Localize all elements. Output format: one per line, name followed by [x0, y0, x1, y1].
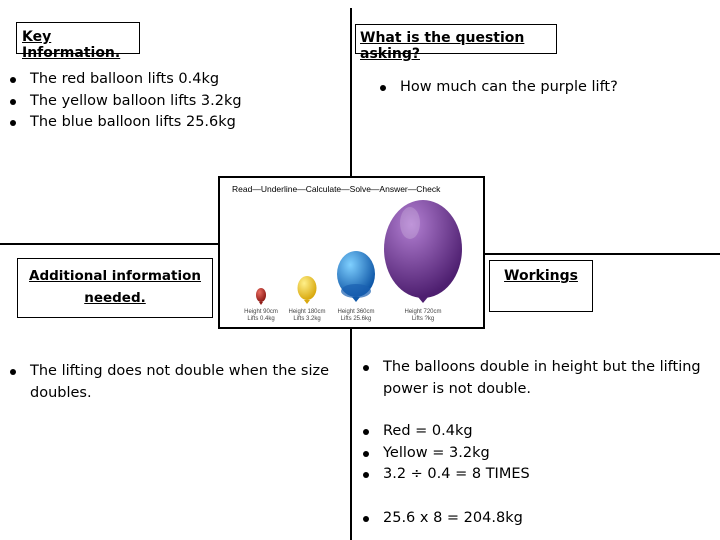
balloon-caption [401, 309, 445, 323]
list-item: The balloons double in height but the lifting power is not double. [357, 357, 712, 400]
key-information-list [4, 69, 344, 134]
key-information-heading: Key Information. [16, 22, 140, 54]
caption-lift: Lifts 25.6kg [340, 316, 372, 322]
additional-information-list [4, 361, 334, 404]
question-heading: What is the question asking? [355, 24, 557, 54]
caption-lift: Lifts ?kg [411, 316, 435, 322]
caption-lift: Lifts 0.4kg [247, 316, 275, 322]
heading-line: Additional information [29, 268, 201, 284]
step-label: Read [232, 184, 253, 194]
list-item: Yellow = 3.2kg [357, 443, 712, 465]
yellow-balloon [298, 276, 317, 304]
balloon-caption [334, 309, 378, 323]
caption-lift: Lifts 3.2kg [293, 316, 321, 322]
list-item: The red balloon lifts 0.4kg [4, 69, 344, 91]
step-label: Solve [349, 184, 371, 194]
list-item: The yellow balloon lifts 3.2kg [4, 91, 344, 113]
list-item: The blue balloon lifts 25.6kg [4, 112, 344, 134]
caption-height: Height 720cm [404, 309, 442, 315]
blue-balloon [337, 251, 375, 302]
list-item: 3.2 ÷ 0.4 = 8 TIMES [357, 464, 712, 486]
balloon-caption [285, 309, 329, 323]
list-item: The lifting does not double when the size doubles. [4, 361, 334, 404]
additional-information-heading [17, 258, 213, 318]
steps-line: Read—Underline—Calculate—Solve—Answer—Check [232, 184, 441, 194]
list-item: How much can the purple lift? [374, 77, 694, 99]
workings-list [357, 508, 712, 530]
step-label: Answer [379, 184, 408, 194]
step-label: Check [416, 184, 441, 194]
balloons-svg [220, 178, 482, 326]
caption-height: Height 360cm [337, 309, 375, 315]
workings-list [357, 357, 712, 400]
balloon-caption [239, 309, 283, 323]
question-list [374, 77, 694, 99]
horizontal-divider-right [484, 253, 720, 255]
workings-list [357, 421, 712, 486]
horizontal-divider-left [0, 243, 222, 245]
caption-height: Height 90cm [244, 309, 278, 315]
caption-height: Height 180cm [288, 309, 326, 315]
balloon-picture [218, 176, 485, 329]
heading-line: needed. [84, 290, 146, 306]
list-item: Red = 0.4kg [357, 421, 712, 443]
list-item: 25.6 x 8 = 204.8kg [357, 508, 712, 530]
step-label: Calculate [305, 184, 342, 194]
red-balloon [256, 288, 266, 305]
workings-heading: Workings [489, 260, 593, 312]
purple-balloon [384, 200, 462, 303]
step-label: Underline [260, 184, 298, 194]
